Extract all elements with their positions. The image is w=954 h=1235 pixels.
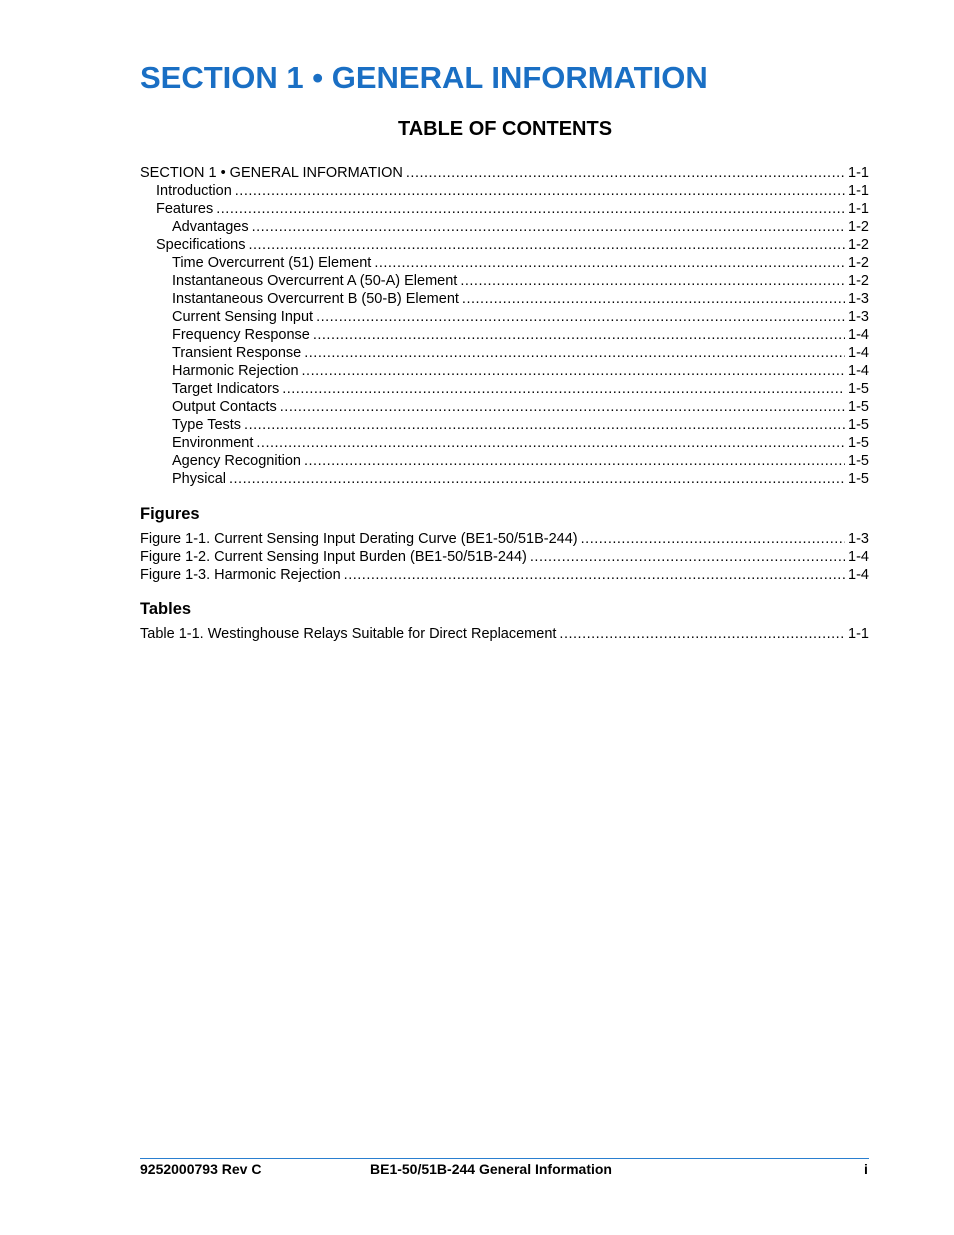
toc-entry[interactable]	[140, 164, 869, 182]
toc-entry-page: 1-2	[848, 237, 869, 253]
figures-heading: Figures	[140, 505, 200, 523]
toc-entry-page: 1-1	[848, 201, 869, 217]
dot-leader	[313, 326, 845, 344]
toc-entry-page: 1-1	[848, 165, 869, 181]
figure-entry-label: Figure 1-1. Current Sensing Input Derating Curve (BE1-50/51B-244)	[140, 531, 578, 547]
dot-leader	[304, 452, 845, 470]
dot-leader	[559, 625, 845, 643]
toc-entry-page: 1-5	[848, 399, 869, 415]
dot-leader	[248, 236, 845, 254]
dot-leader	[304, 344, 845, 362]
footer-doc-number: 9252000793 Rev C	[140, 1161, 262, 1177]
toc-entry-page: 1-4	[848, 363, 869, 379]
figure-entry-page: 1-3	[848, 531, 869, 547]
toc-entry-label: Specifications	[156, 237, 246, 253]
toc-entry-label: Features	[156, 201, 214, 217]
table-entry-label: Table 1-1. Westinghouse Relays Suitable for Direct Replacement	[140, 626, 557, 642]
toc-entry[interactable]	[140, 434, 869, 452]
figures-list	[140, 530, 869, 584]
dot-leader	[374, 254, 845, 272]
toc-entry[interactable]	[140, 326, 869, 344]
dot-leader	[252, 218, 845, 236]
toc-entry-label: Frequency Response	[172, 327, 310, 343]
toc-entry-label: Type Tests	[172, 417, 242, 433]
toc-entry-label: Instantaneous Overcurrent B (50-B) Element	[172, 291, 459, 307]
dot-leader	[256, 434, 845, 452]
toc-entry-page: 1-2	[848, 255, 869, 271]
dot-leader	[282, 380, 845, 398]
footer-doc-title: BE1-50/51B-244 General Information	[370, 1161, 612, 1177]
toc-entry[interactable]	[140, 290, 869, 308]
dot-leader	[462, 290, 845, 308]
figure-entry-label: Figure 1-2. Current Sensing Input Burden (BE1-50/51B-244)	[140, 549, 527, 565]
dot-leader	[316, 308, 845, 326]
toc-entry[interactable]	[140, 398, 869, 416]
dot-leader	[530, 548, 845, 566]
dot-leader	[280, 398, 845, 416]
dot-leader	[581, 530, 845, 548]
figure-entry-page: 1-4	[848, 567, 869, 583]
dot-leader	[406, 164, 845, 182]
toc-entry[interactable]	[140, 362, 869, 380]
figure-entry[interactable]	[140, 548, 869, 566]
figure-entry[interactable]	[140, 530, 869, 548]
toc-entry-page: 1-5	[848, 453, 869, 469]
footer-rule	[140, 1158, 869, 1159]
toc-entry-label: Time Overcurrent (51) Element	[172, 255, 372, 271]
dot-leader	[229, 470, 845, 488]
toc-entry[interactable]	[140, 182, 869, 200]
toc-entry-label: Physical	[172, 471, 226, 487]
toc-entry-label: Agency Recognition	[172, 453, 301, 469]
toc-entry-label: Instantaneous Overcurrent A (50-A) Element	[172, 273, 458, 289]
tables-list	[140, 625, 869, 643]
toc-entry[interactable]	[140, 452, 869, 470]
toc-entry-label: Target Indicators	[172, 381, 280, 397]
table-entry[interactable]	[140, 625, 869, 643]
toc-entry-label: SECTION 1 • GENERAL INFORMATION	[140, 165, 403, 181]
toc-entry-label: Harmonic Rejection	[172, 363, 299, 379]
figure-entry-page: 1-4	[848, 549, 869, 565]
toc-entry-page: 1-1	[848, 183, 869, 199]
toc-entry-label: Output Contacts	[172, 399, 277, 415]
dot-leader	[344, 566, 845, 584]
dot-leader	[235, 182, 845, 200]
toc-entry[interactable]	[140, 344, 869, 362]
toc-list	[140, 164, 869, 488]
toc-entry-page: 1-5	[848, 381, 869, 397]
toc-entry-page: 1-5	[848, 417, 869, 433]
tables-heading: Tables	[140, 600, 192, 618]
footer-page-number: i	[864, 1161, 868, 1177]
toc-entry[interactable]	[140, 380, 869, 398]
figure-entry-label: Figure 1-3. Harmonic Rejection	[140, 567, 341, 583]
toc-entry-label: Transient Response	[172, 345, 302, 361]
dot-leader	[302, 362, 846, 380]
dot-leader	[244, 416, 845, 434]
toc-entry-page: 1-5	[848, 435, 869, 451]
toc-entry[interactable]	[140, 200, 869, 218]
toc-entry[interactable]	[140, 308, 869, 326]
toc-entry-page: 1-3	[848, 291, 869, 307]
dot-leader	[216, 200, 845, 218]
section-title: SECTION 1 • GENERAL INFORMATION	[140, 60, 708, 95]
toc-entry-page: 1-4	[848, 345, 869, 361]
toc-entry-label: Advantages	[172, 219, 249, 235]
toc-entry-label: Current Sensing Input	[172, 309, 314, 325]
toc-entry-page: 1-3	[848, 309, 869, 325]
figure-entry[interactable]	[140, 566, 869, 584]
toc-entry-page: 1-2	[848, 219, 869, 235]
toc-entry-label: Environment	[172, 435, 254, 451]
toc-title: TABLE OF CONTENTS	[397, 118, 613, 140]
toc-entry[interactable]	[140, 272, 869, 290]
toc-entry[interactable]	[140, 254, 869, 272]
dot-leader	[460, 272, 845, 290]
toc-entry-page: 1-4	[848, 327, 869, 343]
table-entry-page: 1-1	[848, 626, 869, 642]
toc-entry-page: 1-5	[848, 471, 869, 487]
toc-entry-page: 1-2	[848, 273, 869, 289]
toc-entry[interactable]	[140, 218, 869, 236]
toc-entry-label: Introduction	[156, 183, 232, 199]
toc-entry[interactable]	[140, 470, 869, 488]
toc-entry[interactable]	[140, 236, 869, 254]
toc-entry[interactable]	[140, 416, 869, 434]
